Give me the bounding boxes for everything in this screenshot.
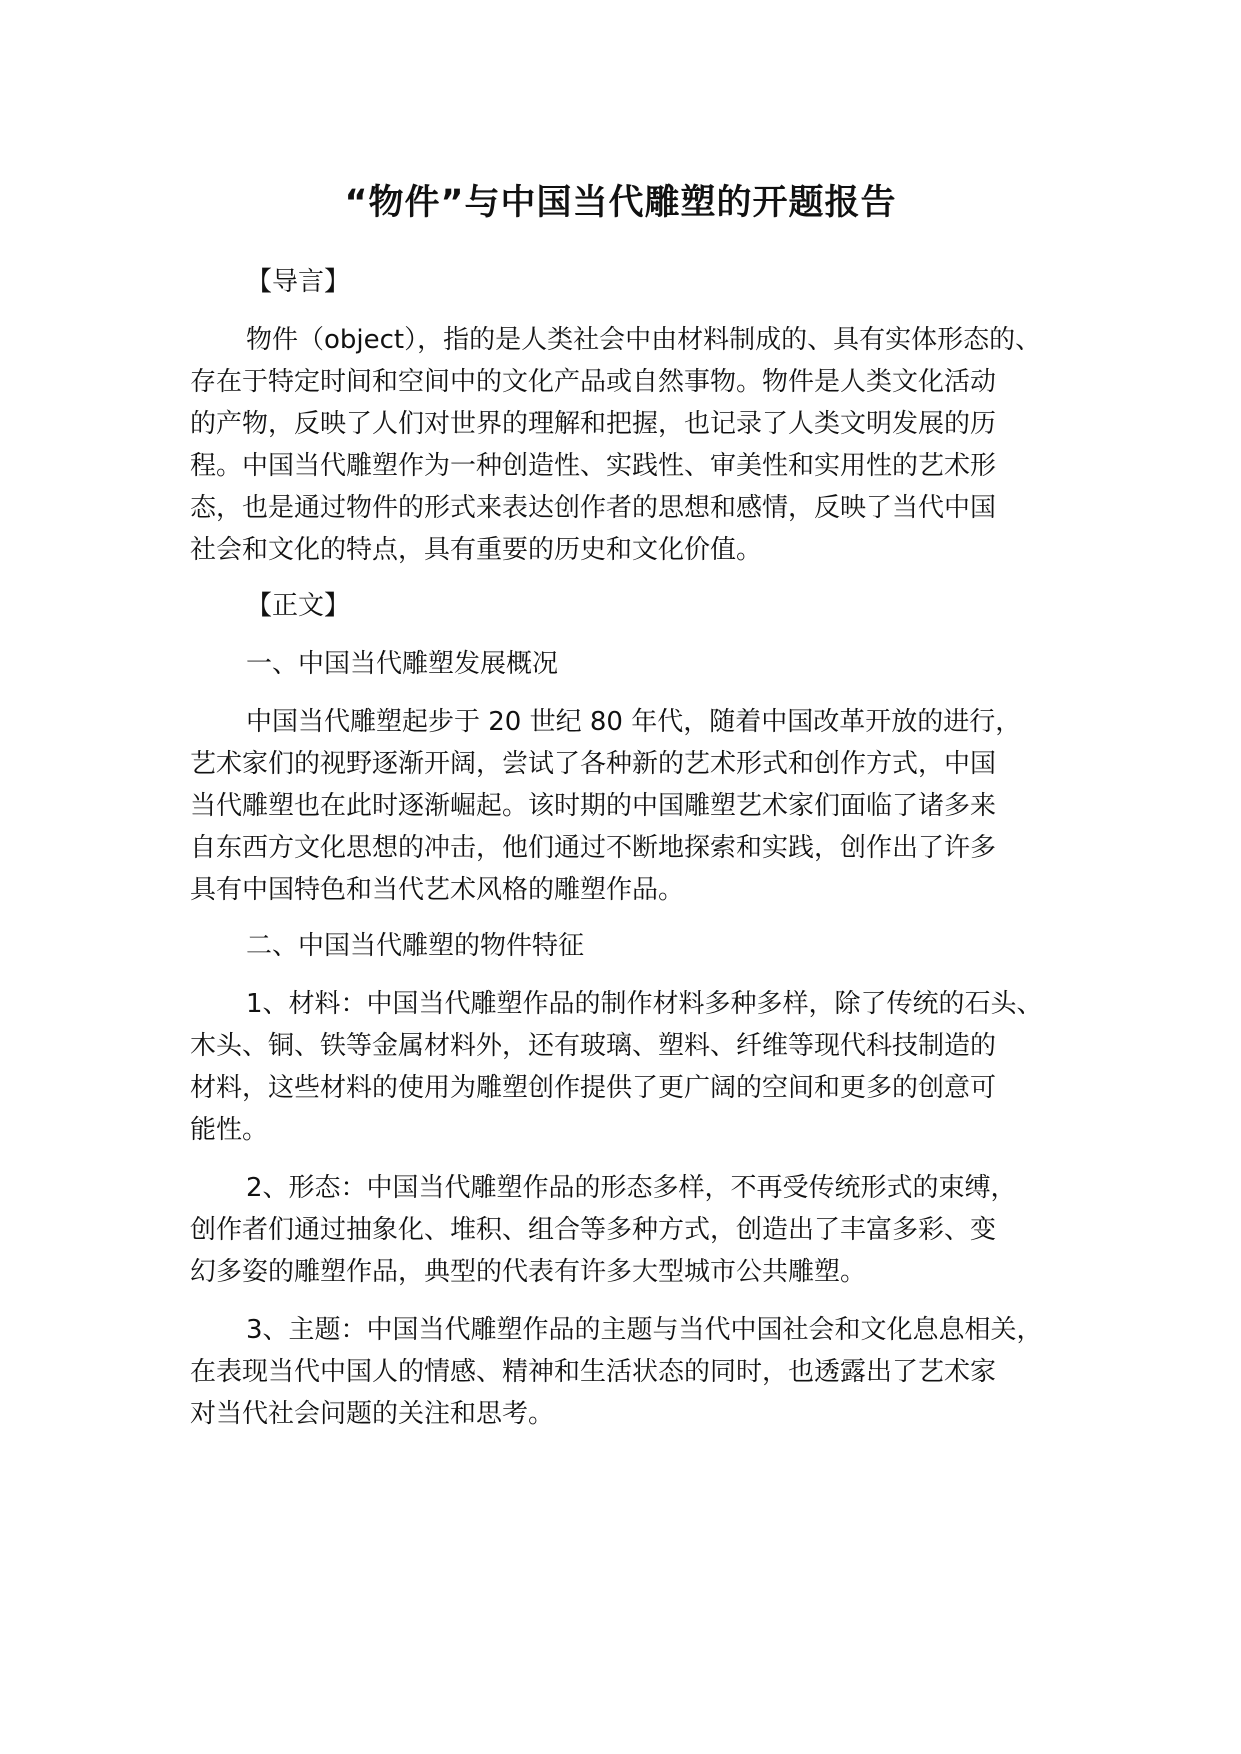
item2-paragraph-line: 幻多姿的雕塑作品，典型的代表有许多大型城市公共雕塑。 xyxy=(190,1257,867,1287)
item3-paragraph-line: 3、主题：中国当代雕塑作品的主题与当代中国社会和文化息息相关， xyxy=(246,1315,1043,1345)
item1-paragraph-line: 木头、铜、铁等金属材料外，还有玻璃、塑料、纤维等现代科技制造的 xyxy=(190,1031,997,1061)
section1-paragraph-line: 中国当代雕塑起步于 20 世纪 80 年代，随着中国改革开放的进行， xyxy=(246,707,1022,737)
section1-paragraph-line: 自东西方文化思想的冲击，他们通过不断地探索和实践，创作出了许多 xyxy=(190,833,997,863)
item1-paragraph-line: 材料，这些材料的使用为雕塑创作提供了更广阔的空间和更多的创意可 xyxy=(190,1073,997,1103)
section-heading: 一、中国当代雕塑发展概况 xyxy=(246,649,559,679)
item3-paragraph-line: 在表现当代中国人的情感、精神和生活状态的同时，也透露出了艺术家 xyxy=(190,1357,997,1387)
intro-paragraph-line: 程。中国当代雕塑作为一种创造性、实践性、审美性和实用性的艺术形 xyxy=(190,451,997,481)
page-title: “物件”与中国当代雕塑的开题报告 xyxy=(344,183,897,223)
item3-paragraph-line: 对当代社会问题的关注和思考。 xyxy=(190,1399,555,1429)
intro-paragraph-line: 态，也是通过物件的形式来表达创作者的思想和感情，反映了当代中国 xyxy=(190,493,997,523)
intro-paragraph-line: 社会和文化的特点，具有重要的历史和文化价值。 xyxy=(190,535,763,565)
intro-heading: 【导言】 xyxy=(246,267,351,297)
intro-paragraph-line: 的产物，反映了人们对世界的理解和把握，也记录了人类文明发展的历 xyxy=(190,409,997,439)
item1-paragraph-line: 1、材料：中国当代雕塑作品的制作材料多种多样，除了传统的石头、 xyxy=(246,989,1043,1019)
item2-paragraph-line: 创作者们通过抽象化、堆积、组合等多种方式，创造出了丰富多彩、变 xyxy=(190,1215,997,1245)
section-heading: 二、中国当代雕塑的物件特征 xyxy=(246,931,585,961)
item1-paragraph-line: 能性。 xyxy=(190,1115,269,1145)
body-heading: 【正文】 xyxy=(246,591,351,621)
intro-paragraph-line: 存在于特定时间和空间中的文化产品或自然事物。物件是人类文化活动 xyxy=(190,367,997,397)
section1-paragraph-line: 艺术家们的视野逐渐开阔，尝试了各种新的艺术形式和创作方式，中国 xyxy=(190,749,997,779)
section1-paragraph-line: 具有中国特色和当代艺术风格的雕塑作品。 xyxy=(190,875,685,905)
item2-paragraph-line: 2、形态：中国当代雕塑作品的形态多样，不再受传统形式的束缚， xyxy=(246,1173,1017,1203)
section1-paragraph-line: 当代雕塑也在此时逐渐崛起。该时期的中国雕塑艺术家们面临了诸多来 xyxy=(190,791,997,821)
intro-paragraph-line: 物件（object），指的是人类社会中由材料制成的、具有实体形态的、 xyxy=(246,325,1042,355)
